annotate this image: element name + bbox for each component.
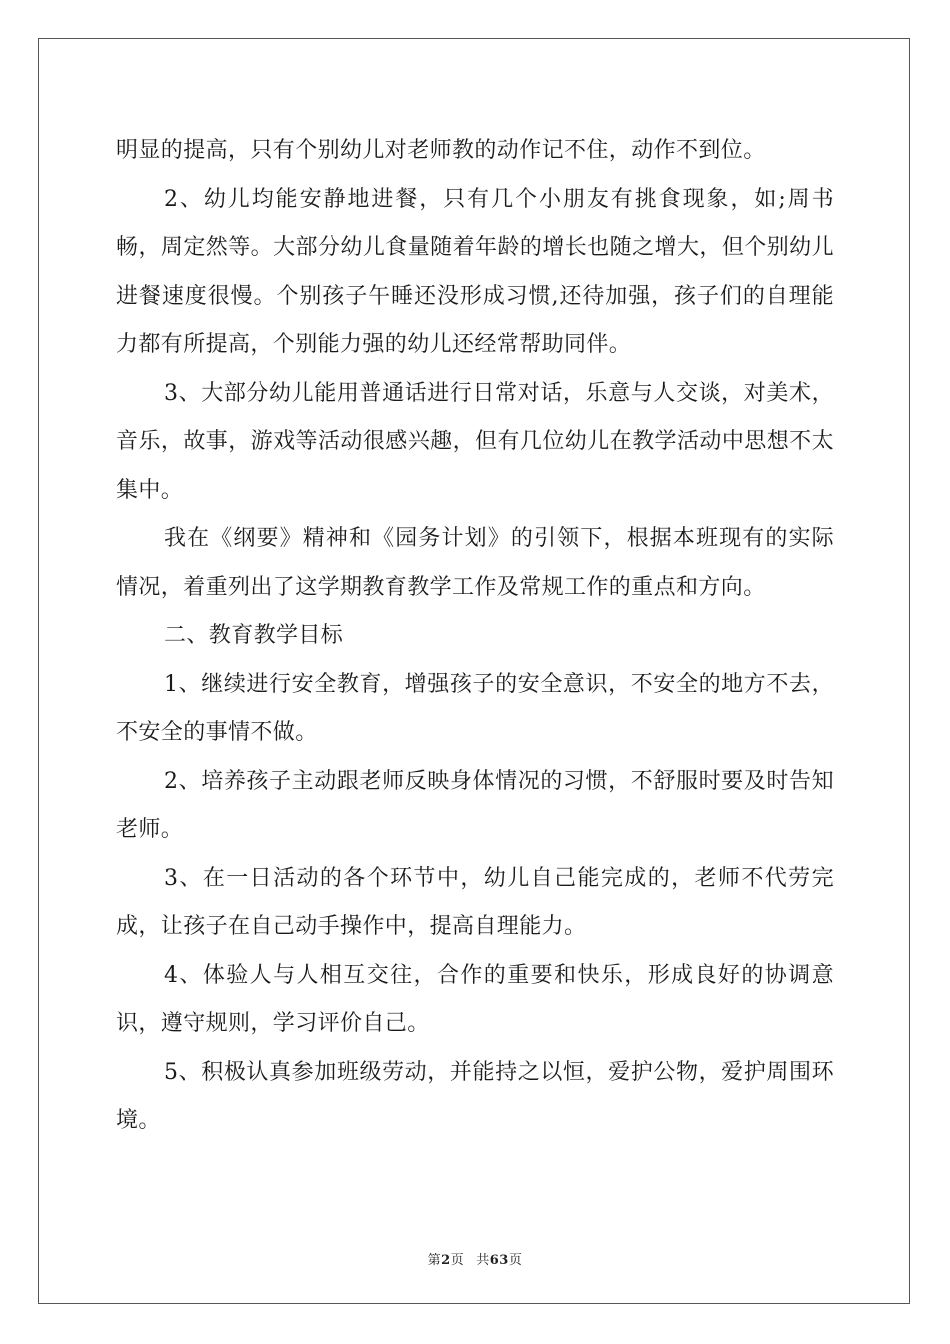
paragraph-goal-3: 3、在一日活动的各个环节中，幼儿自己能完成的，老师不代劳完成，让孩子在自己动手操作中，提高自理能力。	[116, 865, 834, 939]
document-body	[116, 127, 834, 1146]
paragraph-goal-5: 5、积极认真参加班级劳动，并能持之以恒，爱护公物，爱护周围环境。	[116, 1059, 834, 1133]
page-footer	[0, 1249, 950, 1268]
paragraph-goal-4: 4、体验人与人相互交往，合作的重要和快乐，形成良好的协调意识，遵守规则，学习评价自己。	[116, 962, 834, 1036]
page-number: 2	[441, 1253, 451, 1268]
total-suffix: 页	[508, 1253, 523, 1268]
total-prefix: 共	[476, 1253, 490, 1268]
paragraph-2: 2、幼儿均能安静地进餐，只有几个小朋友有挑食现象，如;周书畅，周定然等。大部分幼儿食量随着年龄的增长也随之增大，但个别幼儿进餐速度很慢。个别孩子午睡还没形成习惯,还待加强，孩子们的自理能力都有所提高，个别能力强的幼儿还经常帮助同伴。	[116, 186, 834, 357]
page-prefix: 第	[427, 1253, 442, 1268]
paragraph-goal-2: 2、培养孩子主动跟老师反映身体情况的习惯，不舒服时要及时告知老师。	[116, 768, 834, 842]
total-pages: 63	[489, 1253, 509, 1268]
paragraph-4: 我在《纲要》精神和《园务计划》的引领下，根据本班现有的实际情况，着重列出了这学期教育教学工作及常规工作的重点和方向。	[116, 526, 834, 600]
page-suffix: 页	[450, 1253, 465, 1268]
paragraph-1: 明显的提高，只有个别幼儿对老师教的动作记不住，动作不到位。	[116, 138, 766, 163]
paragraph-3: 3、大部分幼儿能用普通话进行日常对话，乐意与人交谈，对美术，音乐，故事，游戏等活动很感兴趣，但有几位幼儿在教学活动中思想不太集中。	[116, 380, 834, 503]
paragraph-goal-1: 1、继续进行安全教育，增强孩子的安全意识，不安全的地方不去，不安全的事情不做。	[116, 671, 834, 745]
section-heading: 二、教育教学目标	[164, 623, 344, 648]
